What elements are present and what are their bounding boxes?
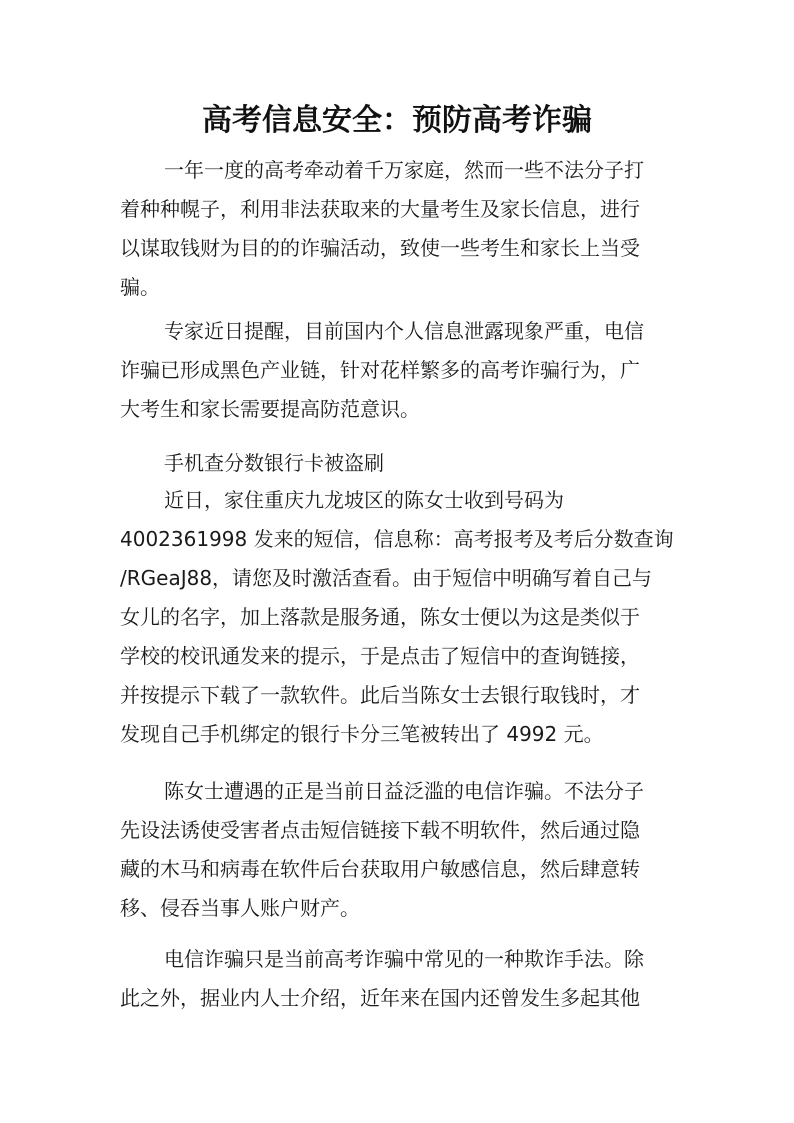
text-line: 骗。 — [120, 275, 160, 299]
text-line: 近日，家住重庆九龙坡区的陈女士收到号码为 — [164, 488, 564, 512]
text-line: 着种种幌子，利用非法获取来的大量考生及家长信息，进行 — [120, 197, 640, 221]
paragraph — [120, 151, 680, 307]
text-line: 先设法诱使受害者点击短信链接下载不明软件，然后通过隐 — [120, 818, 640, 842]
text-line: 陈女士遭遇的正是当前日益泛滥的电信诈骗。不法分子 — [164, 779, 644, 803]
paragraph — [120, 312, 680, 429]
paragraph — [120, 481, 680, 754]
text-line: 并按提示下载了一款软件。此后当陈女士去银行取钱时，才 — [120, 683, 640, 707]
text-line: 4002361998 发来的短信，信息称：高考报考及考后分数查询 — [120, 527, 674, 551]
text-line: 电信诈骗只是当前高考诈骗中常见的一种欺诈手法。除 — [164, 947, 644, 971]
text-line: 藏的木马和病毒在软件后台获取用户敏感信息，然后肆意转 — [120, 857, 640, 881]
paragraph — [120, 940, 680, 1018]
text-line: 诈骗已形成黑色产业链，针对花样繁多的高考诈骗行为，广 — [120, 358, 640, 382]
text-line: 学校的校讯通发来的提示，于是点击了短信中的查询链接， — [120, 644, 640, 668]
text-line: 发现自己手机绑定的银行卡分三笔被转出了 4992 元。 — [120, 722, 604, 746]
document-title: 高考信息安全：预防高考诈骗 — [202, 103, 592, 138]
text-line: 以谋取钱财为目的的诈骗活动，致使一些考生和家长上当受 — [120, 236, 640, 260]
text-line: 移、侵吞当事人账户财产。 — [120, 896, 360, 920]
text-line: 手机查分数银行卡被盗刷 — [164, 451, 384, 475]
text-line: 大考生和家长需要提高防范意识。 — [120, 397, 420, 421]
text-line: 女儿的名字，加上落款是服务通，陈女士便以为这是类似于 — [120, 605, 640, 629]
text-line: 一年一度的高考牵动着千万家庭，然而一些不法分子打 — [164, 158, 644, 182]
paragraph — [120, 772, 680, 928]
text-line: 此之外，据业内人士介绍，近年来在国内还曾发生多起其他 — [120, 986, 640, 1010]
text-line: 专家近日提醒，目前国内个人信息泄露现象严重，电信 — [164, 319, 644, 343]
section-heading — [120, 444, 680, 483]
text-line: /RGeaJ88，请您及时激活查看。由于短信中明确写着自己与 — [120, 566, 653, 590]
